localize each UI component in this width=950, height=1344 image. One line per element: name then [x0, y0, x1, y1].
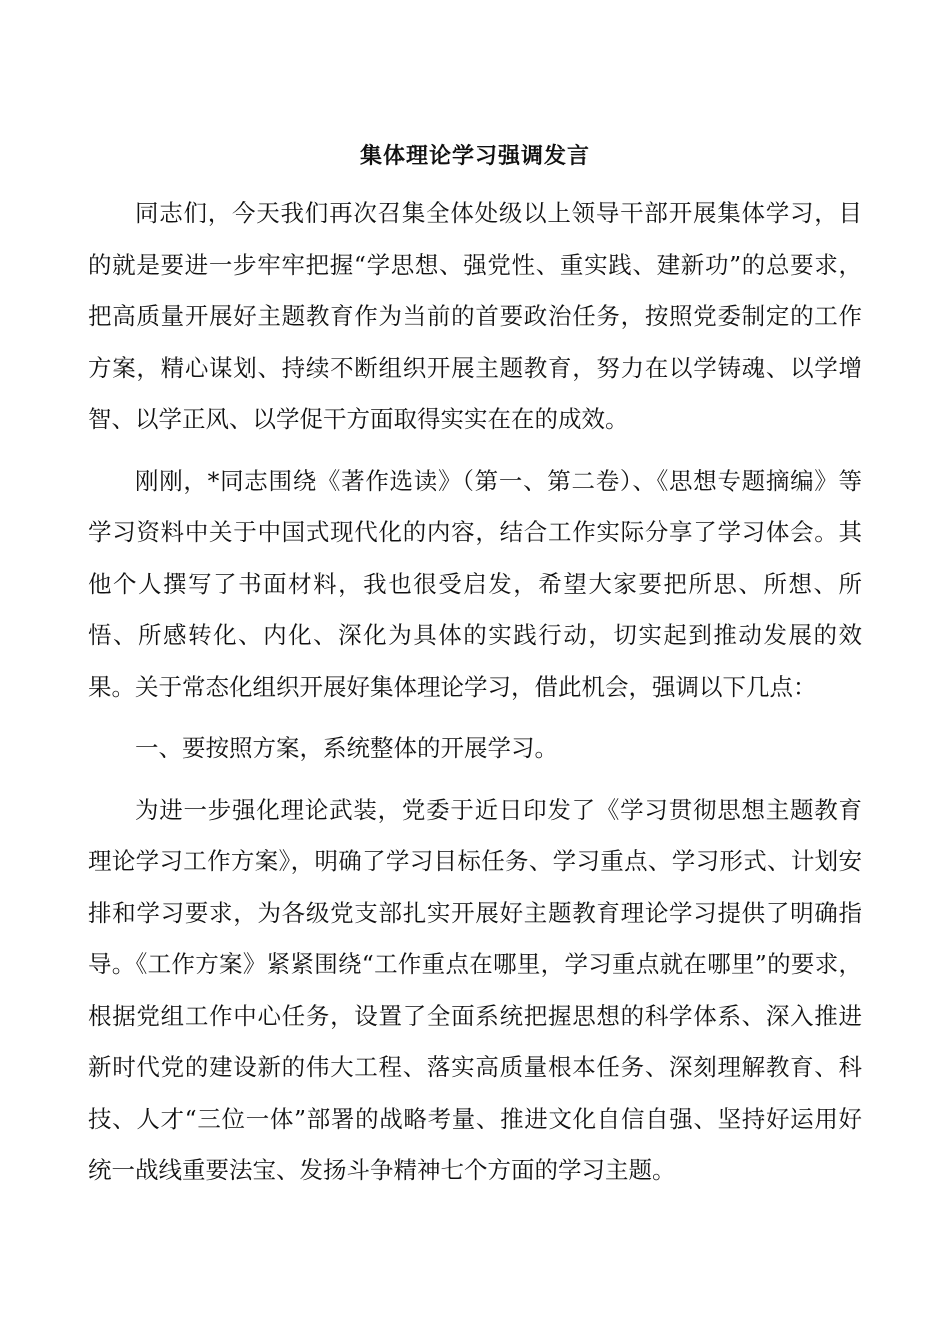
- paragraph-opening: 同志们，今天我们再次召集全体处级以上领导干部开展集体学习，目的就是要进一步牢牢把握“学思想、强党性、重实践、建新功”的总要求，把高质量开展好主题教育作为当前的首要政治任务，按照党委制定的工作方案，精心谋划、持续不断组织开展主题教育，努力在以学铸魂、以学增智、以学正风、以学促干方面取得实实在在的成效。: [88, 199, 862, 433]
- paragraph-sharing: 刚刚，*同志围绕《著作选读》（第一、第二卷）、《思想专题摘编》等学习资料中关于中国式现代化的内容，结合工作实际分享了学习体会。其他个人撰写了书面材料，我也很受启发，希望大家要把所思、所想、所悟、所感转化、内化、深化为具体的实践行动，切实起到推动发展的效果。关于常态化组织开展好集体理论学习，借此机会，强调以下几点：: [88, 466, 862, 701]
- document-body: [88, 188, 862, 1197]
- document-title: 集体理论学习强调发言: [359, 144, 590, 169]
- section-heading-one: 一、要按照方案，系统整体的开展学习。: [135, 734, 558, 762]
- paragraph-work-plan: 为进一步强化理论武装，党委于近日印发了《学习贯彻思想主题教育理论学习工作方案》，明确了学习目标任务、学习重点、学习形式、计划安排和学习要求，为各级党支部扎实开展好主题教育理论学习提供了明确指导。《工作方案》紧紧围绕“工作重点在哪里，学习重点就在哪里”的要求，根据党组工作中心任务，设置了全面系统把握思想的科学体系、深入推进新时代党的建设新的伟大工程、落实高质量根本任务、深刻理解教育、科技、人才“三位一体”部署的战略考量、推进文化自信自强、坚持好运用好统一战线重要法宝、发扬斗争精神七个方面的学习主题。: [88, 795, 862, 1184]
